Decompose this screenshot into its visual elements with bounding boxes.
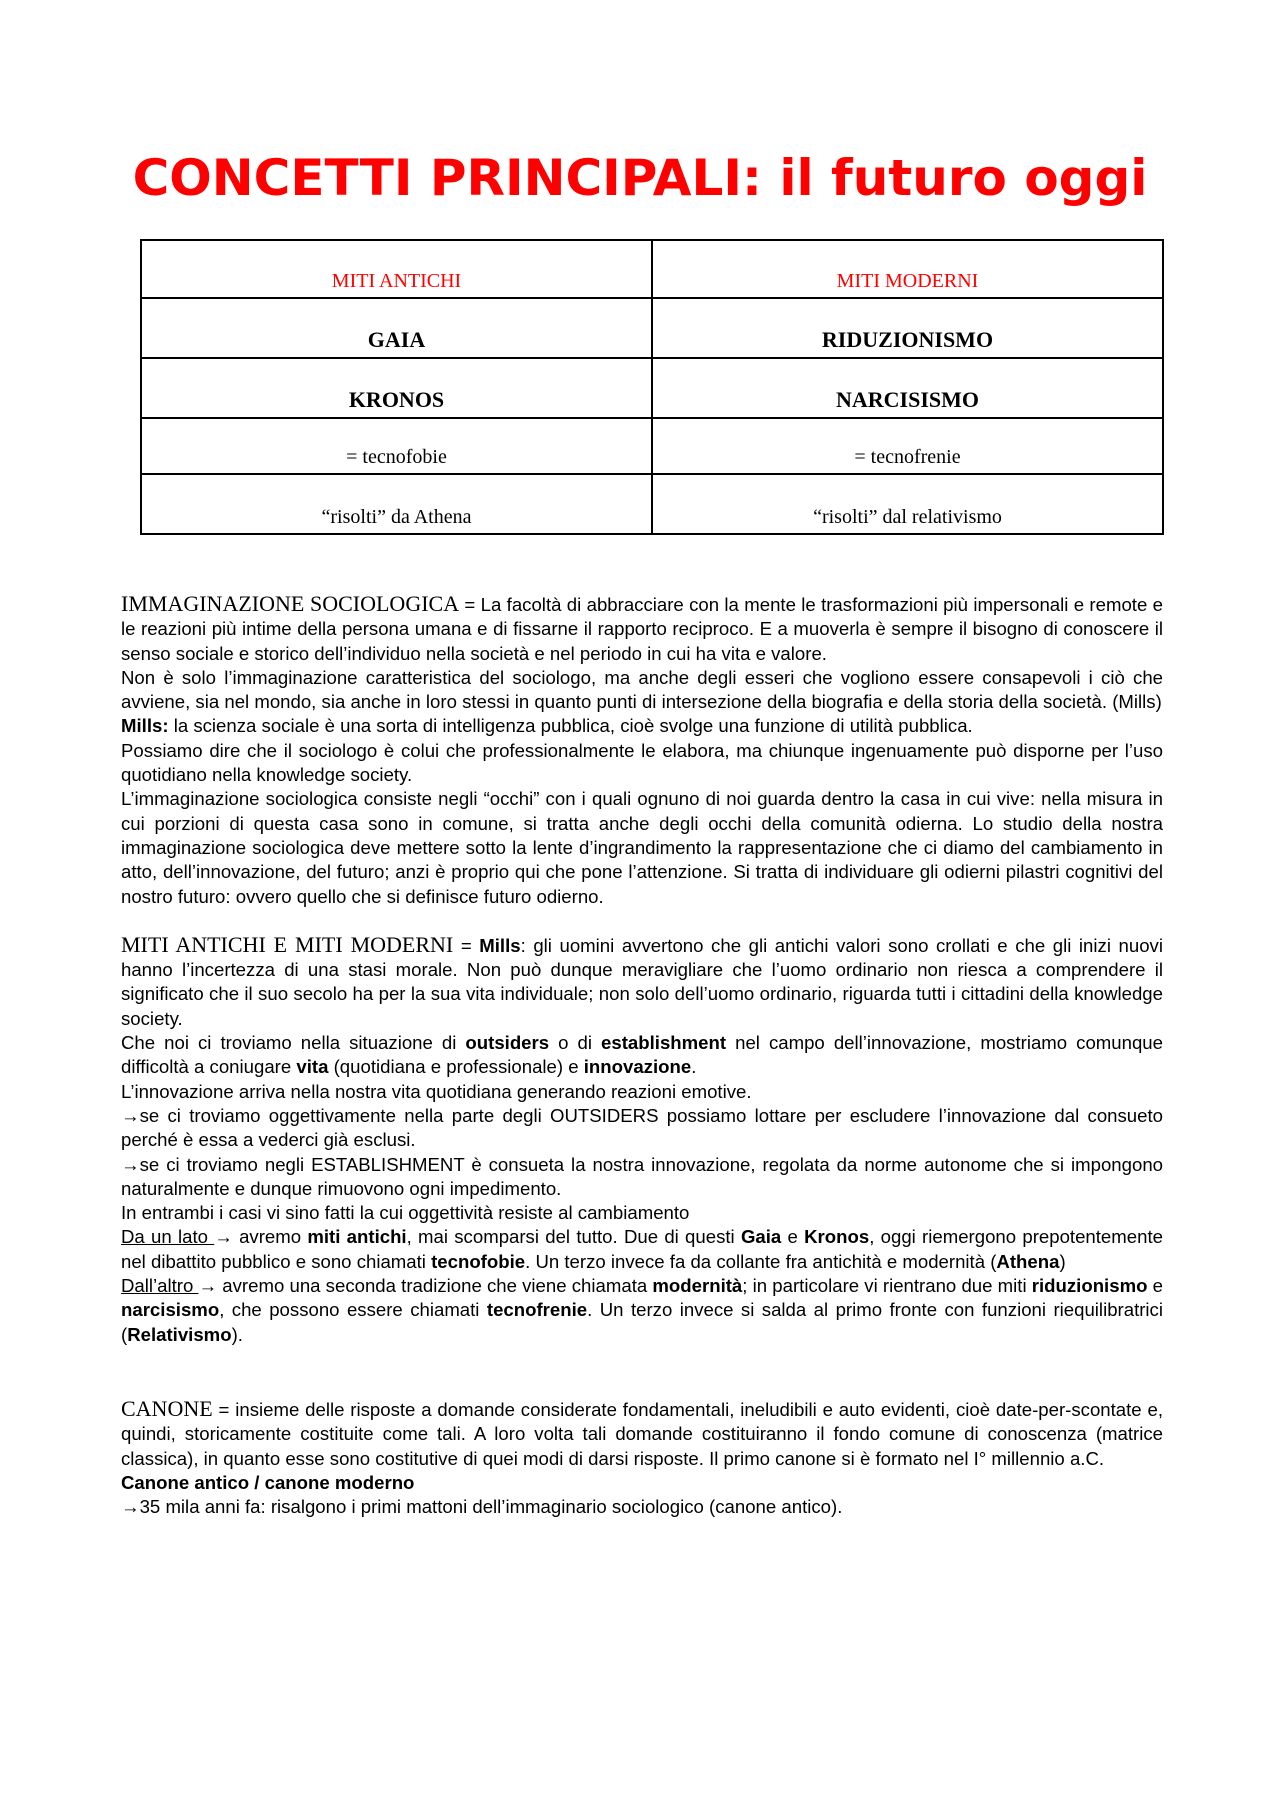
section-heading: IMMAGINAZIONE SOCIOLOGICA xyxy=(121,591,460,616)
page-title: CONCETTI PRINCIPALI: il futuro oggi xyxy=(132,149,1148,207)
paragraph xyxy=(121,714,1163,738)
bold-term: Mills xyxy=(479,934,521,956)
table-row xyxy=(141,358,1163,418)
table-cell: “risolti” dal relativismo xyxy=(652,474,1163,534)
subheading xyxy=(121,1471,1163,1495)
text: o di xyxy=(549,1032,602,1054)
text: , oggi riemergono prepotentemente nel dibattito pubblico e sono chiamati xyxy=(121,1226,1163,1272)
table-row xyxy=(141,418,1163,474)
bold-term: establishment xyxy=(601,1032,727,1054)
paragraph-text: la scienza sociale è una sorta di intelligenza pubblica, cioè svolge una funzione di utilità pubblica. xyxy=(168,715,973,737)
text: , mai scomparsi del tutto. Due di questi xyxy=(406,1226,741,1248)
document-body xyxy=(121,592,1163,1519)
spacer xyxy=(121,1347,1163,1397)
table-cell: NARCISISMO xyxy=(652,358,1163,418)
table-cell: “risolti” da Athena xyxy=(141,474,652,534)
paragraph: L’innovazione arriva nella nostra vita quotidiana generando reazioni emotive. xyxy=(121,1080,752,1102)
table-cell: RIDUZIONISMO xyxy=(652,298,1163,358)
text: , che possono essere chiamati xyxy=(219,1299,487,1321)
text: e xyxy=(1147,1275,1163,1297)
paragraph: →35 mila anni fa: risalgono i primi mattoni dell’immaginario sociologico (canone antico). xyxy=(121,1496,843,1518)
section-heading: CANONE xyxy=(121,1395,213,1421)
bold-term: Kronos xyxy=(804,1226,870,1248)
bold-term: riduzionismo xyxy=(1031,1275,1148,1297)
table-row xyxy=(141,474,1163,534)
bold-term: Athena xyxy=(996,1250,1060,1272)
bold-term: tecnofobie xyxy=(431,1250,526,1272)
table-cell: = tecnofobie xyxy=(141,418,652,474)
text: Che noi ci troviamo nella situazione di xyxy=(121,1032,466,1054)
text: → avremo una seconda tradizione che viene chiamata xyxy=(198,1275,653,1297)
bold-term: vita xyxy=(296,1056,329,1078)
header-miti-moderni: MITI MODERNI xyxy=(652,240,1163,298)
paragraph xyxy=(121,1031,1163,1080)
bold-term: Gaia xyxy=(740,1226,782,1248)
paragraph: In entrambi i casi vi sino fatti la cui oggettività resiste al cambiamento xyxy=(121,1202,690,1224)
header-miti-antichi: MITI ANTICHI xyxy=(141,240,652,298)
table-header-row xyxy=(141,240,1163,298)
underlined-text: Da un lato xyxy=(121,1226,215,1248)
bold-term: Relativismo xyxy=(127,1323,232,1345)
paragraph: L’immaginazione sociologica consiste negli “occhi” con i quali ognuno di noi guarda dentro la casa in cui vive: nella misura in cui porzioni di questa casa sono in comune, si tratta anche degli occhi della comunità odierna. Lo studio della nostra immaginazione sociologica deve mettere sotto la lente d’ingrandimento la rappresentazione che ci diamo del cambiamento in atto, dell’innovazione, del futuro; anzi è proprio qui che pone l’attenzione. Si tratta di individuare gli odierni pilastri cognitivi del nostro futuro: ovvero quello che si definisce futuro odierno. xyxy=(121,788,1163,907)
text: → avremo xyxy=(214,1226,308,1248)
table-cell: = tecnofrenie xyxy=(652,418,1163,474)
section-canone xyxy=(121,1397,1163,1471)
paragraph-text: : gli uomini avvertono che gli antichi valori sono crollati e che gli inizi nuovi hanno l’incertezza di una stasi morale. Non può dunque meravigliare che l’uomo ordinario non riesca a comprendere il significato che il suo secolo ha per la sua vita individuale; non solo dell’uomo ordinario, riguarda tutti i cittadini della knowledge society. xyxy=(121,934,1163,1029)
text: . Un terzo invece fa da collante fra antichità e modernità ( xyxy=(525,1250,997,1272)
bold-term: innovazione xyxy=(583,1056,692,1078)
text: ) xyxy=(1059,1250,1066,1272)
section-immaginazione xyxy=(121,592,1163,666)
equals-sign: = xyxy=(453,934,480,956)
table-cell: KRONOS xyxy=(141,358,652,418)
paragraph xyxy=(121,1274,1163,1347)
bold-term: miti antichi xyxy=(307,1226,407,1248)
bold-term: tecnofrenie xyxy=(486,1299,588,1321)
section-heading: MITI ANTICHI E MITI MODERNI xyxy=(121,931,454,957)
paragraph-text: = insieme delle risposte a domande considerate fondamentali, ineludibili e auto evidenti, cioè date-per-scontate e, quindi, storicamente costituite come tali. A loro volta tali domande costituiranno il fondo comune di conoscenza (matrice classica), in quanto esse sono costitutive di quei modi di darsi risposte. Il primo canone si è formato nel I° millennio a.C. xyxy=(121,1398,1163,1469)
bold-term: narcisismo xyxy=(121,1299,220,1321)
myths-table xyxy=(140,239,1164,535)
table-cell: GAIA xyxy=(141,298,652,358)
text: . Un terzo invece si salda al primo fronte con funzioni riequilibratrici ( xyxy=(121,1299,1163,1345)
text: (quotidiana e professionale) e xyxy=(328,1056,584,1078)
text: ). xyxy=(231,1323,243,1345)
paragraph: →se ci troviamo negli ESTABLISHMENT è consueta la nostra innovazione, regolata da norme autonome che si impongono naturalmente e dunque rimuovono ogni impedimento. xyxy=(121,1153,1163,1199)
underlined-text: Dall’altro xyxy=(121,1275,199,1297)
paragraph: = La facoltà di abbracciare con la mente le trasformazioni più impersonali e remote e le reazioni più intime della persona umana e di fissarne il rapporto reciproco. E a muoverla è sempre il bisogno di conoscere il senso sociale e storico dell’individuo nella società e nel periodo in cui ha vita e valore. xyxy=(121,594,1163,664)
table-row xyxy=(141,298,1163,358)
text: . xyxy=(691,1056,697,1078)
text: nel campo dell’innovazione, mostriamo comunque difficoltà a coniugare xyxy=(121,1032,1163,1078)
paragraph: Possiamo dire che il sociologo è colui che professionalmente le elabora, ma chiunque ingenuamente può disporne per l’uso quotidiano nella knowledge society. xyxy=(121,739,1163,786)
text: e xyxy=(781,1226,805,1248)
paragraph: Non è solo l’immaginazione caratteristica del sociologo, ma anche degli esseri che vogliono essere consapevoli i ciò che avviene, sia nel mondo, sia anche in loro stessi in quanto punti di intersezione della biografia e della storia della società. (Mills) xyxy=(121,666,1163,713)
paragraph: →se ci troviamo oggettivamente nella parte degli OUTSIDERS possiamo lottare per escludere l’innovazione dal consueto perché è essa a vederci già esclusi. xyxy=(121,1104,1163,1151)
paragraph xyxy=(121,1225,1163,1274)
spacer xyxy=(121,909,1163,933)
bold-term: modernità xyxy=(652,1275,743,1297)
bold-term: outsiders xyxy=(465,1032,550,1054)
text: ; in particolare vi rientrano due miti xyxy=(742,1275,1032,1297)
section-miti xyxy=(121,933,1163,1031)
bold-subheading: Canone antico / canone moderno xyxy=(121,1471,415,1493)
bold-term: Mills: xyxy=(121,715,169,737)
